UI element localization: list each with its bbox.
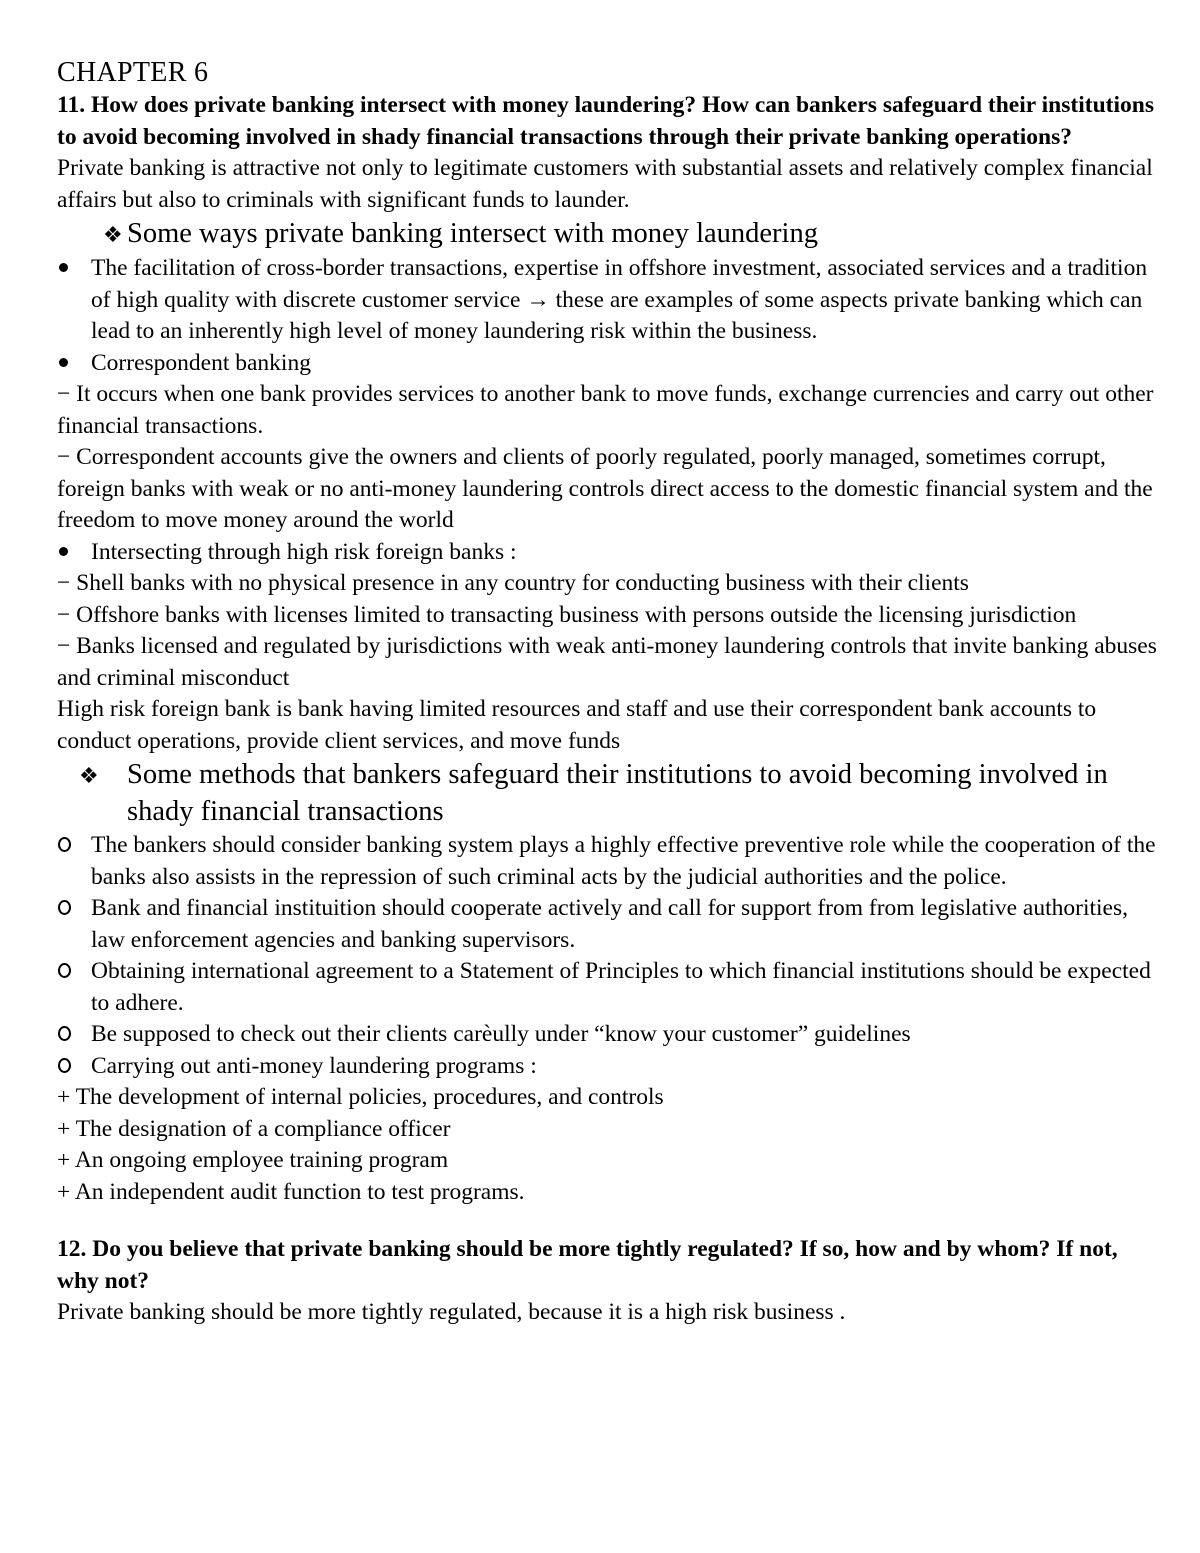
dash-item: − It occurs when one bank provides services to another bank to move funds, exchange currencies and carry out other financial transactions. [57, 381, 1154, 439]
plus-item: + The designation of a compliance officer [57, 1115, 451, 1142]
bullet-text: Correspondent banking [91, 349, 311, 376]
circle-bullet-item [57, 1019, 1157, 1051]
plus-item: + The development of internal policies, procedures, and controls [57, 1084, 664, 1110]
question-12: 12. Do you believe that private banking should be more tightly regulated? If so, how and by whom? If not, why not? [57, 1236, 1118, 1294]
hollow-circle-bullet-icon [58, 963, 71, 978]
plus-item: + An independent audit function to test programs. [57, 1178, 525, 1205]
diamond-bullet-icon: ❖ [79, 763, 99, 788]
bullet-item [57, 348, 1157, 380]
section-heading-intersect-text: Some ways private banking intersect with money laundering [127, 218, 818, 249]
circle-bullet-item [57, 830, 1157, 893]
hollow-circle-bullet-icon [58, 1058, 71, 1073]
dash-item: − Correspondent accounts give the owners and clients of poorly regulated, poorly managed, sometimes corrupt, foreign banks with weak or no anti-money laundering controls direct access to the domestic financial system and the freedom to move money around the world [57, 444, 1153, 533]
bullet-item [57, 537, 1157, 569]
circle-bullet-item [57, 956, 1157, 1019]
circle-bullet-text: The bankers should consider banking system plays a highly effective preventive role while the cooperation of the banks also assists in the repression of such criminal acts by the judicial authorities and the police. [91, 832, 1156, 890]
section-spacer [57, 1208, 1157, 1234]
filled-circle-bullet-icon [59, 263, 68, 272]
circle-bullet-text: Carrying out anti-money laundering programs : [91, 1052, 537, 1079]
question-11-intro: Private banking is attractive not only to legitimate customers with substantial assets and relatively complex financial affairs but also to criminals with significant funds to launder. [57, 155, 1153, 213]
high-risk-definition: High risk foreign bank is bank having limited resources and staff and use their correspondent bank accounts to conduct operations, provide client services, and move funds [57, 696, 1097, 754]
circle-bullet-item [57, 893, 1157, 956]
bullet-item [57, 253, 1157, 348]
hollow-circle-bullet-icon [58, 900, 71, 915]
circle-bullet-text: Be supposed to check out their clients carèully under “know your customer” guidelines [91, 1021, 911, 1047]
dash-item: − Banks licensed and regulated by jurisdictions with weak anti-money laundering controls that invite banking abuses and criminal misconduct [57, 633, 1157, 691]
filled-circle-bullet-icon [59, 358, 68, 367]
dash-item: − Shell banks with no physical presence in any country for conducting business with their clients [57, 570, 969, 596]
plus-item: + An ongoing employee training program [57, 1147, 449, 1173]
diamond-bullet-icon: ❖ [103, 222, 123, 247]
chapter-title: CHAPTER 6 [57, 57, 209, 88]
section-heading-intersect [57, 216, 1157, 253]
section-heading-safeguard [57, 757, 1157, 830]
circle-bullet-text: Obtaining international agreement to a Statement of Principles to which financial institutions should be expected to adhere. [91, 958, 1151, 1016]
document-page [57, 56, 1157, 1329]
section-heading-safeguard-text: Some methods that bankers safeguard their institutions to avoid becoming involved in shady financial transactions [127, 759, 1108, 827]
hollow-circle-bullet-icon [58, 1026, 71, 1041]
question-12-answer: Private banking should be more tightly regulated, because it is a high risk business . [57, 1299, 846, 1325]
hollow-circle-bullet-icon [58, 837, 71, 852]
filled-circle-bullet-icon [59, 547, 68, 556]
question-11: 11. How does private banking intersect with money laundering? How can bankers safeguard their institutions to avoid becoming involved in shady financial transactions through their private banking operations? [57, 92, 1154, 150]
circle-bullet-text: Bank and financial instituition should cooperate actively and call for support from from legislative authorities, law enforcement agencies and banking supervisors. [91, 895, 1128, 953]
bullet-text: The facilitation of cross-border transactions, expertise in offshore investment, associated services and a tradition of high quality with discrete customer service → these are examples of some aspects private banking which can lead to an inherently high level of money laundering risk within the business. [91, 255, 1148, 344]
circle-bullet-item [57, 1051, 1157, 1083]
bullet-text: Intersecting through high risk foreign banks : [91, 538, 517, 565]
dash-item: − Offshore banks with licenses limited to transacting business with persons outside the licensing jurisdiction [57, 601, 1077, 628]
